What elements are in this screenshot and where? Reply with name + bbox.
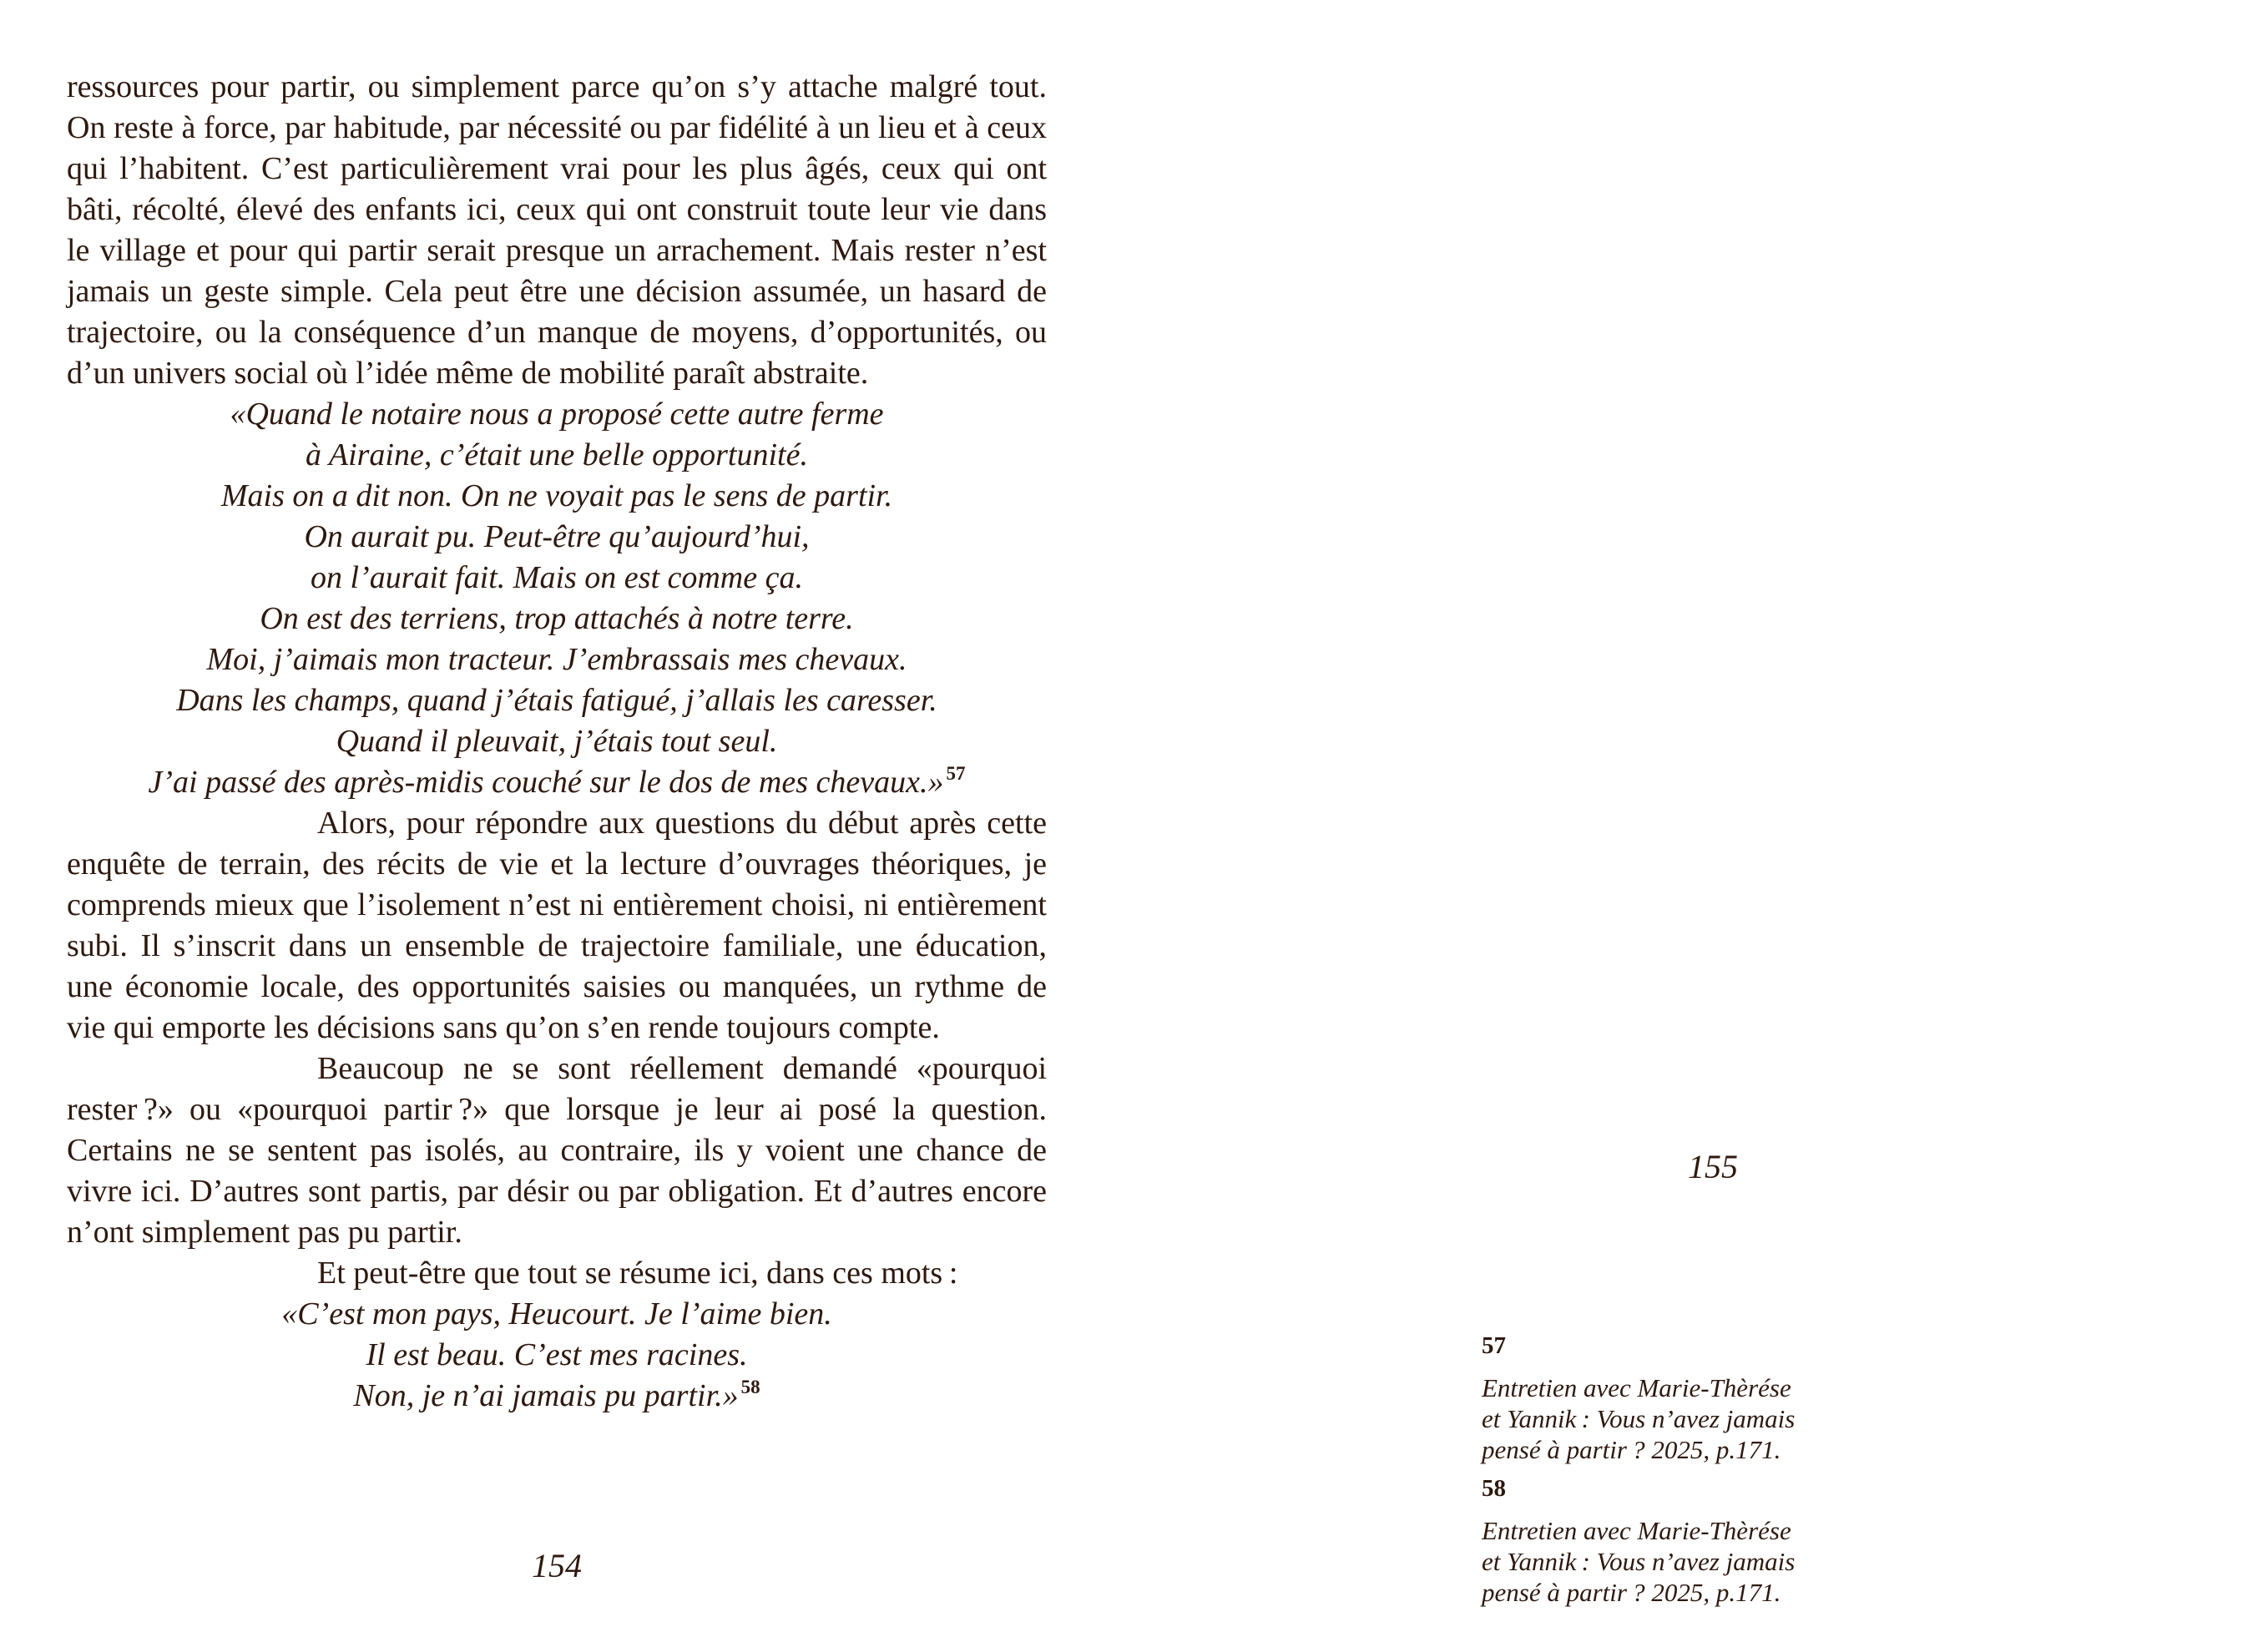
quote-line: Il est beau. C’est mes racines.	[366, 1337, 748, 1372]
paragraph: Et peut-être que tout se résume ici, dans ces mots :	[317, 1256, 958, 1291]
quote-line: «Quand le notaire nous a proposé cette autre ferme	[230, 397, 884, 432]
page-number-left: 154	[532, 1547, 582, 1584]
quote-block	[67, 394, 1047, 803]
footnote-number: 57	[1482, 1332, 1506, 1359]
paragraph: ressources pour partir, ou simplement parce qu’on s’y attache malgré tout. On reste à force, par habitude, par nécessité ou par fidélité à un lieu et à ceux qui l’habitent. C’est particulièrement vrai pour les plus âgés, ceux qui ont bâti, récolté, élevé des enfants ici, ceux qui ont construit toute leur vie dans le village et pour qui partir serait presque un arrachement. Mais rester n’est jamais un geste simple. Cela peut être une décision assumée, un hasard de trajectoire, ou la conséquence d’un manque de moyens, d’opportunités, ou d’un univers social où l’idée même de mobilité paraît abstraite.	[67, 69, 1047, 391]
quote-line: Non, je n’ai jamais pu partir.» $^{58}$	[353, 1377, 760, 1413]
footnote-text-line: pensé à partir ? 2025, p.171.	[1482, 1578, 1781, 1607]
footnote-reference: 57	[946, 763, 966, 784]
quote-line: Dans les champs, quand j’étais fatigué, j’allais les caresser.	[176, 683, 937, 718]
footnote-reference: 58	[740, 1377, 760, 1397]
footnote	[1482, 1477, 1799, 1608]
quote-line: on l’aurait fait. Mais on est comme ça.	[311, 560, 803, 595]
quote-line: Mais on a dit non. On ne voyait pas le sens de partir.	[220, 478, 893, 513]
footnote-text-line: pensé à partir ? 2025, p.171.	[1482, 1435, 1781, 1464]
footnote-text-line: Entretien avec Marie-Thèrése	[1482, 1373, 1791, 1402]
quote-line: On aurait pu. Peut-être qu’aujourd’hui,	[304, 519, 810, 554]
quote-line: Quand il pleuvait, j’étais tout seul.	[336, 724, 778, 759]
footnote-text-line: Entretien avec Marie-Thèrése	[1482, 1516, 1791, 1545]
quote-line: On est des terriens, trop attachés à notre terre.	[260, 601, 854, 636]
quote-line: à Airaine, c’était une belle opportunité.	[306, 437, 808, 472]
quote-line: Moi, j’aimais mon tracteur. J’embrassais mes chevaux.	[206, 642, 907, 677]
footnote-text-line: et Yannik : Vous n’avez jamais	[1482, 1547, 1796, 1576]
paragraph: Beaucoup ne se sont réellement demandé «pourquoi rester ?» ou «pourquoi partir ?» que lorsque je leur ai posé la question. Certains ne se sentent pas isolés, au contraire, ils y voient une chance de vivre ici. D’autres sont partis, par désir ou par obligation. Et d’autres encore n’ont simplement pas pu partir.	[67, 1051, 1047, 1250]
page-number-right: 155	[1688, 1148, 1738, 1185]
footnotes-column	[1482, 1334, 1799, 1619]
quote-line: «C’est mon pays, Heucourt. Je l’aime bien.	[281, 1296, 832, 1331]
main-text-column	[67, 67, 1047, 1417]
footnote-text-line: et Yannik : Vous n’avez jamais	[1482, 1404, 1796, 1433]
quote-block	[67, 1294, 1047, 1417]
paragraph: Alors, pour répondre aux questions du début après cette enquête de terrain, des récits de vie et la lecture d’ouvrages théoriques, je comprends mieux que l’isolement n’est ni entièrement choisi, ni entièrement subi. Il s’inscrit dans un ensemble de trajectoire familiale, une éducation, une économie locale, des opportunités saisies ou manquées, un rythme de vie qui emporte les décisions sans qu’on s’en rende toujours compte.	[67, 806, 1047, 1045]
footnote-number: 58	[1482, 1475, 1506, 1502]
footnote	[1482, 1334, 1799, 1465]
footnote-text	[1482, 1372, 1799, 1465]
quote-line: J’ai passé des après-midis couché sur le dos de mes chevaux.» $^{57}$	[148, 763, 966, 800]
footnote-text	[1482, 1515, 1799, 1608]
